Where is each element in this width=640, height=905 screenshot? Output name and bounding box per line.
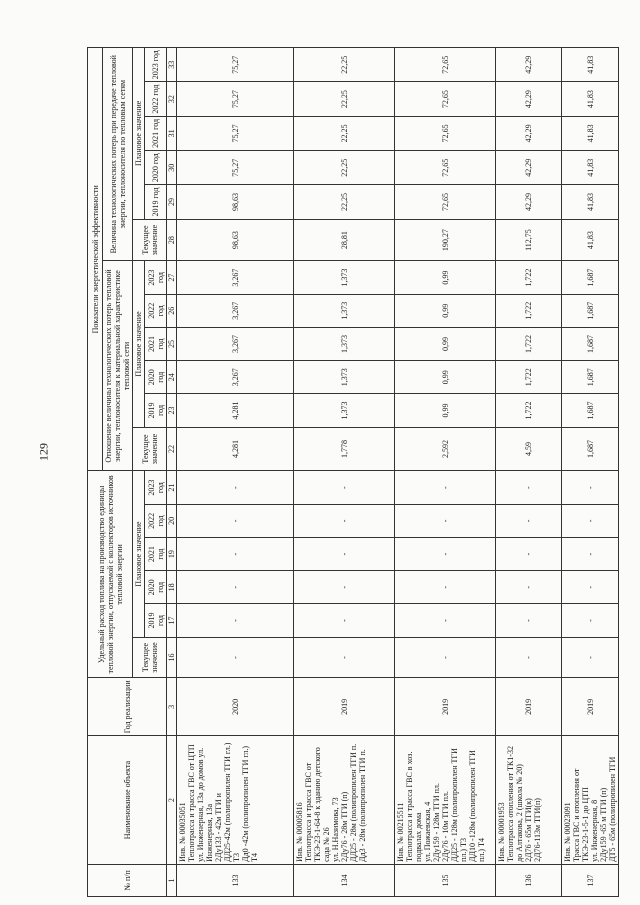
fuel-2020: - [294,571,395,604]
fuel-2023: - [395,471,496,504]
losses-2019: 41,83 [562,185,619,219]
header-losses-planned: Плановое значение [133,48,145,220]
losses-2021: 42,29 [496,116,562,150]
fuel-2020: - [562,571,619,604]
fuel-2022: - [294,504,395,537]
fuel-2022: - [177,504,294,537]
column-number: 26 [167,294,177,327]
ratio-2021: 1,722 [496,327,562,360]
column-number: 33 [167,48,177,82]
column-number: 31 [167,116,177,150]
header-year-cell: 2020 год [145,151,167,185]
losses-2019: 72,65 [395,185,496,219]
ratio-2022: 0,99 [395,294,496,327]
losses-current: 98,63 [177,219,294,261]
column-numbers-row [167,48,177,897]
losses-2022: 72,65 [395,82,496,116]
header-year-cell: 2020 год [145,571,167,604]
header-year: Год реализации [88,678,167,736]
ratio-current: 4,281 [177,427,294,471]
header-year-cell: 2019 год [145,185,167,219]
ratio-2022: 1,687 [562,294,619,327]
column-number: 18 [167,571,177,604]
fuel-2020: - [395,571,496,604]
column-number: 1 [167,864,177,896]
losses-2019: 42,29 [496,185,562,219]
header-num: № п/п [88,864,167,896]
ratio-2020: 1,373 [294,361,395,394]
losses-2023: 22,25 [294,48,395,82]
header-year-cell: 2020 год [145,361,167,394]
ratio-2023: 0,99 [395,261,496,294]
ratio-2021: 0,99 [395,327,496,360]
table-row [562,48,619,897]
row-year: 2019 [562,678,619,736]
losses-current: 190,27 [395,219,496,261]
header-year-cell: 2022 год [145,294,167,327]
losses-2020: 22,25 [294,151,395,185]
header-year-cell: 2019 год [145,604,167,637]
row-number: 136 [496,864,562,896]
header-year-cell: 2019 год [145,394,167,427]
object-name: Инв. № 00023091 Трасса ГВС и отопления от ТКЭ-23-1-5-1 до ЦТП ул. Инженерная, 8 2Ду159 -65 м ТГИ (п) ДТ5 - 65м (полипропилен ТГИ [562,736,619,865]
header-year-cell: 2022 год [145,504,167,537]
fuel-current: - [395,637,496,678]
losses-2021: 41,83 [562,116,619,150]
row-year: 2020 [177,678,294,736]
losses-2023: 41,83 [562,48,619,82]
losses-2023: 42,29 [496,48,562,82]
fuel-2022: - [395,504,496,537]
losses-current: 28,81 [294,219,395,261]
ratio-2021: 1,687 [562,327,619,360]
ratio-current: 1,778 [294,427,395,471]
row-number: 134 [294,864,395,896]
object-name: Инв. № 00001953 Теплотрасса отопления от ТК1-32 до Алтакова, 2 (школа № 20) 2Д76 - 65м ТГИ(к) 2Д76-113м ТГИ(п) [496,736,562,865]
table-row [294,48,395,897]
losses-2020: 72,65 [395,151,496,185]
losses-2023: 72,65 [395,48,496,82]
ratio-2019: 4,281 [177,394,294,427]
fuel-2021: - [496,538,562,571]
ratio-2020: 1,722 [496,361,562,394]
header-year-cell: 2023 год [145,261,167,294]
losses-2021: 72,65 [395,116,496,150]
column-number: 25 [167,327,177,360]
header-year-cell: 2021 год [145,538,167,571]
header-ratio-planned: Плановое значение [133,261,145,427]
column-number: 22 [167,427,177,471]
header-fuel-planned: Плановое значение [133,471,145,637]
column-number: 21 [167,471,177,504]
column-number: 27 [167,261,177,294]
fuel-current: - [562,637,619,678]
object-name: Инв. № 00035051 Теплотрасса и трасса ГВС от ЦТП ул. Инженерная, 13а до домов ул. Инженерная, 13а 2Ду133 - 42м ТГИ и ДД25-42м (полипропилен ТГИ гл.) Т3 Дд0 -42м (полипропилен ТГИ гл.) Т4 [177,736,294,865]
ratio-2020: 1,687 [562,361,619,394]
fuel-2019: - [294,604,395,637]
column-number: 30 [167,151,177,185]
header-fuel-current: Текущее значение [133,637,167,678]
fuel-current: - [294,637,395,678]
column-number: 19 [167,538,177,571]
fuel-2021: - [562,538,619,571]
column-number: 24 [167,361,177,394]
fuel-2021: - [177,538,294,571]
object-name: Инв. № 00005816 Теплотрасса и трасса ГВС от ТКЭ-23-1-64-8 к зданию детского сада № 26 ул. Н.Назимова, 73 2Ду76 - 28м ТГИ (п) ДД25 - 28м (полипропилен ТГИ п. Дд3 - 28м (полипропилен ТГИ п. [294,736,395,865]
ratio-current: 1,687 [562,427,619,471]
column-number: 2 [167,736,177,865]
losses-2022: 42,29 [496,82,562,116]
ratio-2019: 1,722 [496,394,562,427]
ratio-2019: 1,373 [294,394,395,427]
header-year-cell: 2022 год [145,82,167,116]
fuel-2023: - [294,471,395,504]
fuel-2023: - [562,471,619,504]
column-number: 17 [167,604,177,637]
row-number: 135 [395,864,496,896]
row-year: 2019 [395,678,496,736]
table-row [395,48,496,897]
page-number: 129 [36,443,51,461]
efficiency-table [87,47,619,897]
fuel-2023: - [177,471,294,504]
ratio-2023: 1,722 [496,261,562,294]
column-number: 28 [167,219,177,261]
fuel-2019: - [562,604,619,637]
ratio-2020: 3,267 [177,361,294,394]
fuel-2022: - [496,504,562,537]
losses-2022: 41,83 [562,82,619,116]
ratio-2023: 1,687 [562,261,619,294]
header-efficiency-group: Показатели энергетической эффективности [88,48,103,471]
losses-2021: 22,25 [294,116,395,150]
losses-2020: 75,27 [177,151,294,185]
table-row [177,48,294,897]
rotated-table-container [87,47,617,897]
ratio-2023: 3,267 [177,261,294,294]
header-name: Наименование объекта [88,736,167,865]
header-year-cell: 2021 год [145,327,167,360]
header-losses-group: Величина технологических потерь при передаче тепловой энергии, теплоносителя по тепловым сетям [103,48,133,261]
row-number: 133 [177,864,294,896]
column-number: 23 [167,394,177,427]
losses-2020: 42,29 [496,151,562,185]
header-losses-current: Текущее значение [133,219,167,261]
fuel-current: - [177,637,294,678]
fuel-2020: - [177,571,294,604]
fuel-2019: - [177,604,294,637]
row-year: 2019 [496,678,562,736]
ratio-current: 4,59 [496,427,562,471]
fuel-2019: - [496,604,562,637]
column-number: 16 [167,637,177,678]
ratio-2021: 1,373 [294,327,395,360]
losses-2022: 22,25 [294,82,395,116]
column-number: 3 [167,678,177,736]
header-ratio-group: Отношение величины технологических потерь тепловой энергии, теплоносителя к материальной характеристике тепловой сети [103,261,133,471]
fuel-current: - [496,637,562,678]
ratio-2023: 1,373 [294,261,395,294]
fuel-2020: - [496,571,562,604]
losses-2022: 75,27 [177,82,294,116]
header-year-cell: 2023 год [145,48,167,82]
ratio-2020: 0,99 [395,361,496,394]
losses-2019: 98,63 [177,185,294,219]
fuel-2022: - [562,504,619,537]
losses-2021: 75,27 [177,116,294,150]
fuel-2021: - [395,538,496,571]
losses-2023: 75,27 [177,48,294,82]
ratio-2019: 1,687 [562,394,619,427]
header-year-cell: 2023 год [145,471,167,504]
ratio-2022: 1,373 [294,294,395,327]
header-fuel-group: Удельный расход топлива на производство единицы тепловой энергии, отпускаемой с коллекторов источников тепловой энергии [88,471,133,678]
table-row [496,48,562,897]
row-year: 2019 [294,678,395,736]
ratio-2022: 3,267 [177,294,294,327]
column-number: 32 [167,82,177,116]
fuel-2023: - [496,471,562,504]
header-year-cell: 2021 год [145,116,167,150]
row-number: 137 [562,864,619,896]
losses-2020: 41,83 [562,151,619,185]
header-ratio-current: Текущее значение [133,427,167,471]
column-number: 20 [167,504,177,537]
losses-current: 41,83 [562,219,619,261]
fuel-2021: - [294,538,395,571]
losses-2019: 22,25 [294,185,395,219]
losses-current: 112,75 [496,219,562,261]
ratio-2019: 0,99 [395,394,496,427]
column-number: 29 [167,185,177,219]
ratio-current: 2,592 [395,427,496,471]
object-name: Инв. № 00215511 Теплотрасса и трасса ГВС в хоз. подвалах дома ул. Пожаевская, 4 2Ду159 - 128м ТГИ пл. 2Ду76 - 10м ТГИ пл. ДД25 - 128м (полипропилен ТГИ пл.) Т3 ДД10 -128м (полипропилен ТГИ пл.) Т4 [395,736,496,865]
ratio-2021: 3,267 [177,327,294,360]
ratio-2022: 1,722 [496,294,562,327]
fuel-2019: - [395,604,496,637]
